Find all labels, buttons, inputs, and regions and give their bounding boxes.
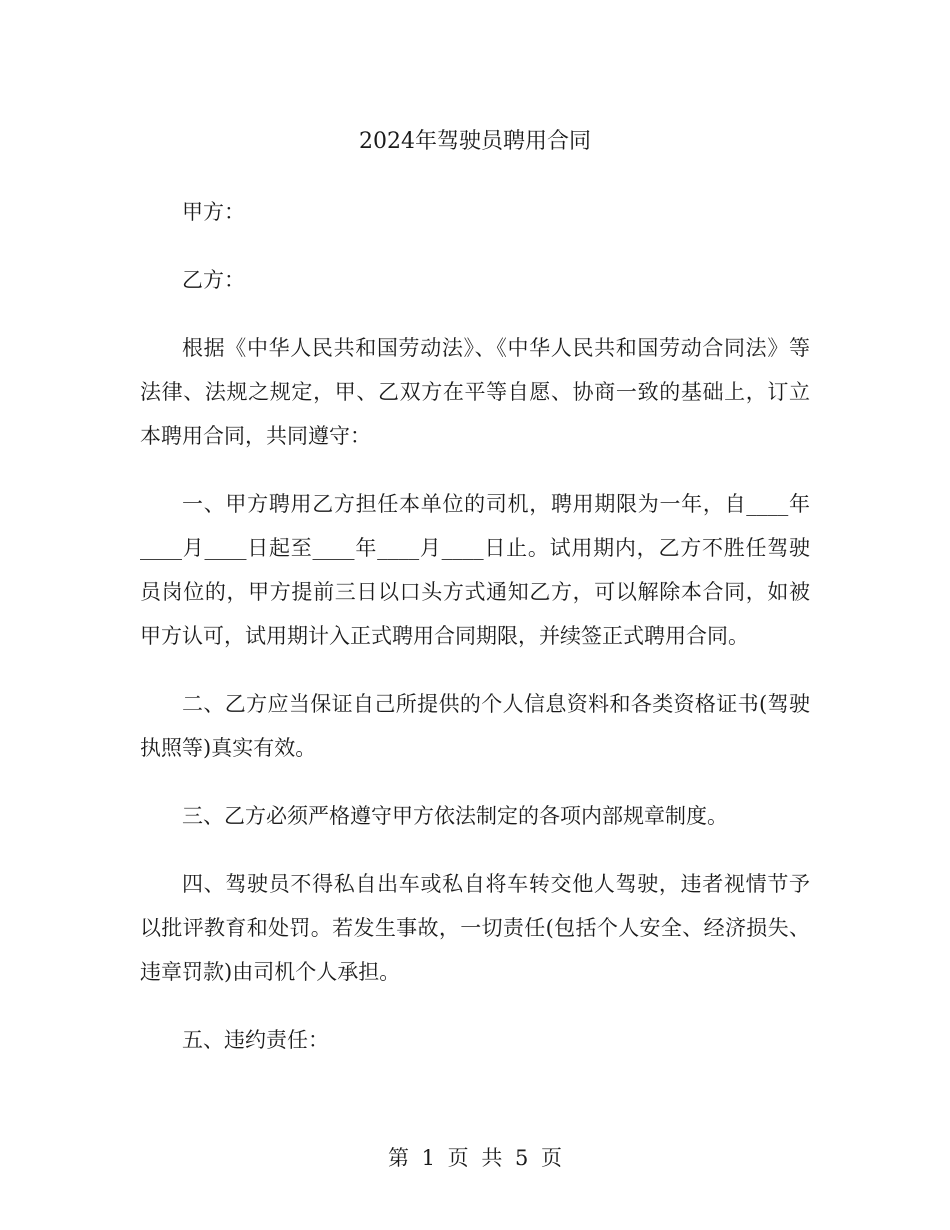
page-number-footer: 第 1 页 共 5 页 (387, 1146, 563, 1170)
document-body (140, 190, 810, 1086)
clause-5-heading: 五、违约责任： (182, 1028, 329, 1052)
clause-4-paragraph: 四、驾驶员不得私自出车或私自将车转交他人驾驶，违者视情节予以批评教育和处罚。若发生事故，一切责任(包括个人安全、经济损失、违章罚款)由司机个人承担。 (140, 872, 810, 984)
clause-3-paragraph: 三、乙方必须严格遵守甲方依法制定的各项内部规章制度。 (182, 804, 728, 828)
party-b-line: 乙方： (182, 268, 245, 292)
party-a-line: 甲方： (182, 200, 245, 224)
clause-1-paragraph: 一、甲方聘用乙方担任本单位的司机，聘用期限为一年，自____年____月____日起至____年____月____日止。试用期内，乙方不胜任驾驶员岗位的，甲方提前三日以口头方式通知乙方，可以解除本合同，如被甲方认可，试用期计入正式聘用合同期限，并续签正式聘用合同。 (140, 492, 810, 648)
preamble-paragraph: 根据《中华人民共和国劳动法》、《中华人民共和国劳动合同法》等法律、法规之规定，甲、乙双方在平等自愿、协商一致的基础上，订立本聘用合同，共同遵守： (140, 336, 810, 448)
clause-2-paragraph: 二、乙方应当保证自己所提供的个人信息资料和各类资格证书(驾驶执照等)真实有效。 (140, 692, 810, 760)
document-title: 2024年驾驶员聘用合同 (359, 129, 591, 154)
